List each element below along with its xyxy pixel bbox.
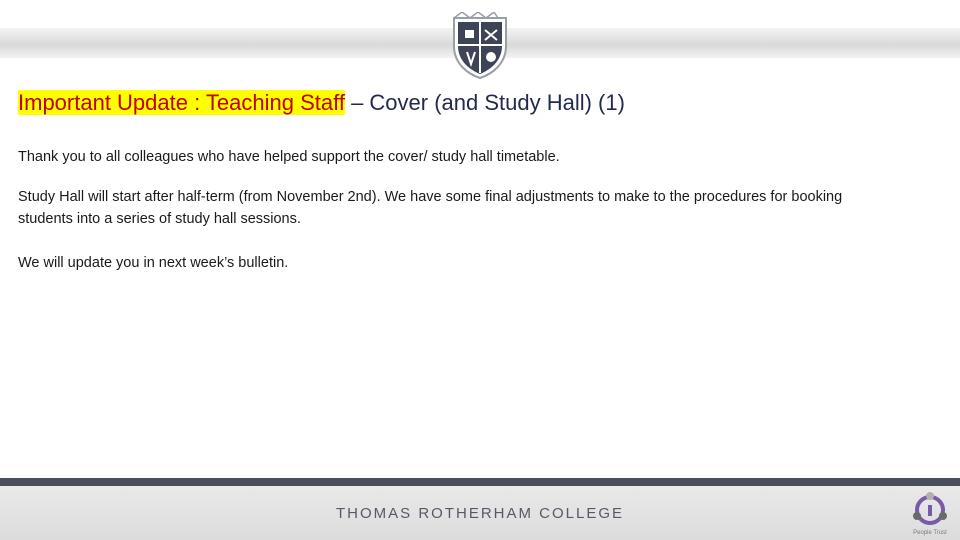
slide-title bbox=[18, 90, 625, 116]
slide-title-highlight: Important Update : Teaching Staff bbox=[18, 90, 345, 115]
paragraph-thanks: Thank you to all colleagues who have helped support the cover/ study hall timetable. bbox=[18, 149, 560, 165]
paragraph-study-hall: Study Hall will start after half-term (from November 2nd). We have some final adjustments to make to the procedures for booking students into a series of study hall sessions. bbox=[18, 189, 843, 227]
trust-logo-icon bbox=[908, 490, 952, 538]
footer-divider bbox=[0, 478, 960, 486]
slide-title-rest: – Cover (and Study Hall) (1) bbox=[344, 90, 625, 115]
college-shield-crest-icon bbox=[448, 12, 512, 80]
svg-text:People Trust: People Trust bbox=[913, 530, 947, 536]
footer-band bbox=[0, 486, 960, 540]
college-name: THOMAS ROTHERHAM COLLEGE bbox=[335, 505, 625, 522]
paragraph-update: We will update you in next week’s bulletin. bbox=[18, 255, 289, 271]
